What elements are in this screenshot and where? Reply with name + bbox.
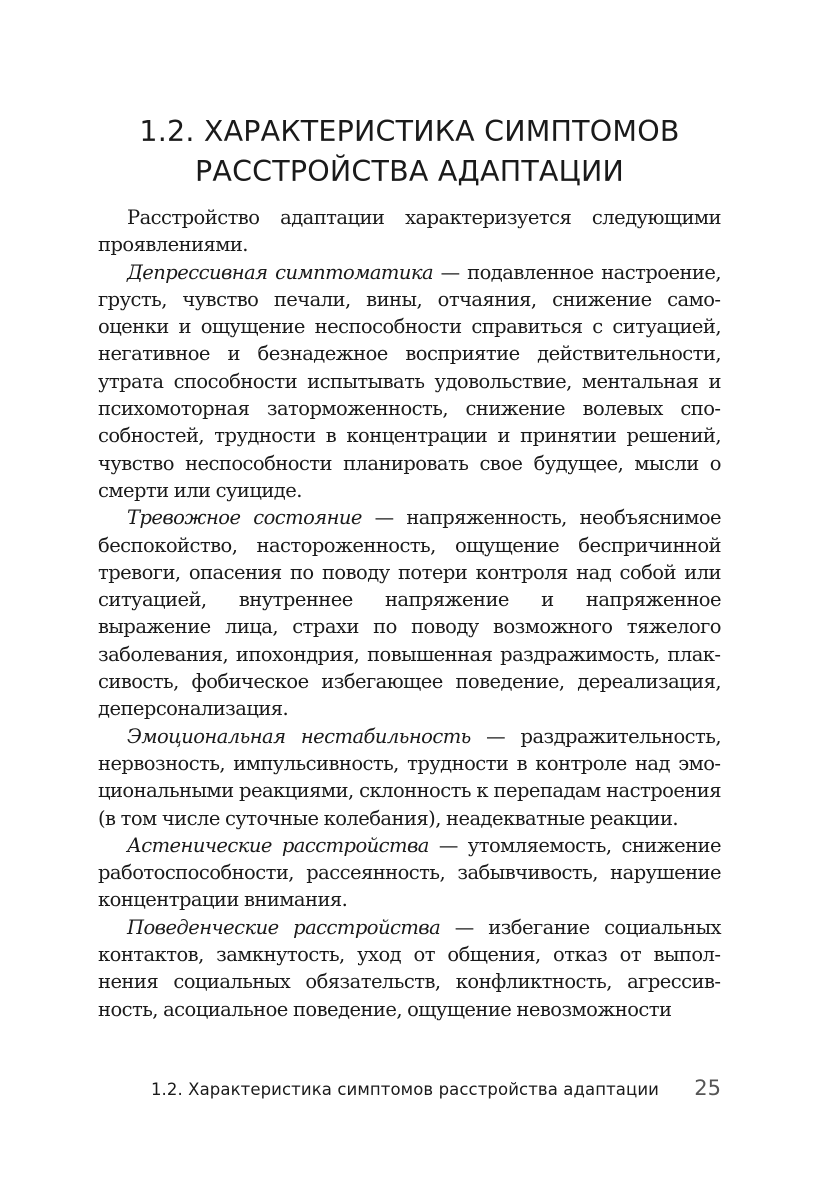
paragraph-text: — напряженность, необъяснимое беспокойство, настороженность, ощущение беспричинной тревоги, опасения по поводу потери контроля над собой или ситуацией, внутреннее напряжение и напряженное выражение лица, страхи по поводу возможного тяжелого заболевания, ипохондрия, повышенная раздражимость, плаксивость, фобическое избегающее поведение, дереализация, деперсонализация. [98,506,722,721]
page-number: 25 [694,1076,721,1100]
paragraph-text: — подавленное настроение, грусть, чувство печали, вины, отчаяния, снижение самооценки и ощущение неспособности справиться с ситуацией, негативное и безнадежное восприятие действительности, утрата способности испытывать удовольствие, ментальная и психомоторная заторможенность, снижение волевых способностей, трудности в концентрации и принятии решений, чувство неспособности планировать свое будущее, мысли о смерти или суициде. [98,260,722,502]
body-text [98,204,721,1023]
page-content [98,112,721,1023]
paragraph-asthenic [98,832,721,914]
paragraph-text: — раздражительность, нервозность, импульсивность, трудности в контроле над эмоциональными реакциями, склонность к перепадам настроения (в том числе суточные колебания), неадекватные реакции. [98,724,721,830]
paragraph-text: Расстройство адаптации характеризуется следующими проявлениями. [98,206,721,257]
term-asthenic: Астенические расстройства [127,833,429,857]
paragraph-intro [98,204,721,259]
paragraph-emotional [98,723,721,832]
paragraph-text: — избегание социальных контактов, замкнутость, уход от общения, отказ от выполнения социальных обязательств, конфликтность, агрессивность, асоциальное поведение, ощущение невозможности [98,915,721,1021]
paragraph-behavioral [98,914,721,1023]
section-title-line-1: 1.2. ХАРАКТЕРИСТИКА СИМПТОМОВ [139,115,680,148]
paragraph-text: — утомляемость, снижение работоспособности, рассеянность, забывчивость, нарушение концентрации внимания. [98,833,721,912]
term-anxiety: Тревожное состояние [127,506,362,530]
term-behavioral: Поведенческие расстройства [127,915,441,939]
running-head: 1.2. Характеристика симптомов расстройства адаптации [150,1080,659,1099]
section-title [98,112,721,192]
term-depressive: Депрессивная симптоматика [127,260,434,284]
section-title-line-2: РАССТРОЙСТВА АДАПТАЦИИ [194,155,624,188]
term-emotional: Эмоциональная нестабильность [127,724,471,748]
paragraph-depressive [98,259,721,505]
paragraph-anxiety [98,504,721,722]
